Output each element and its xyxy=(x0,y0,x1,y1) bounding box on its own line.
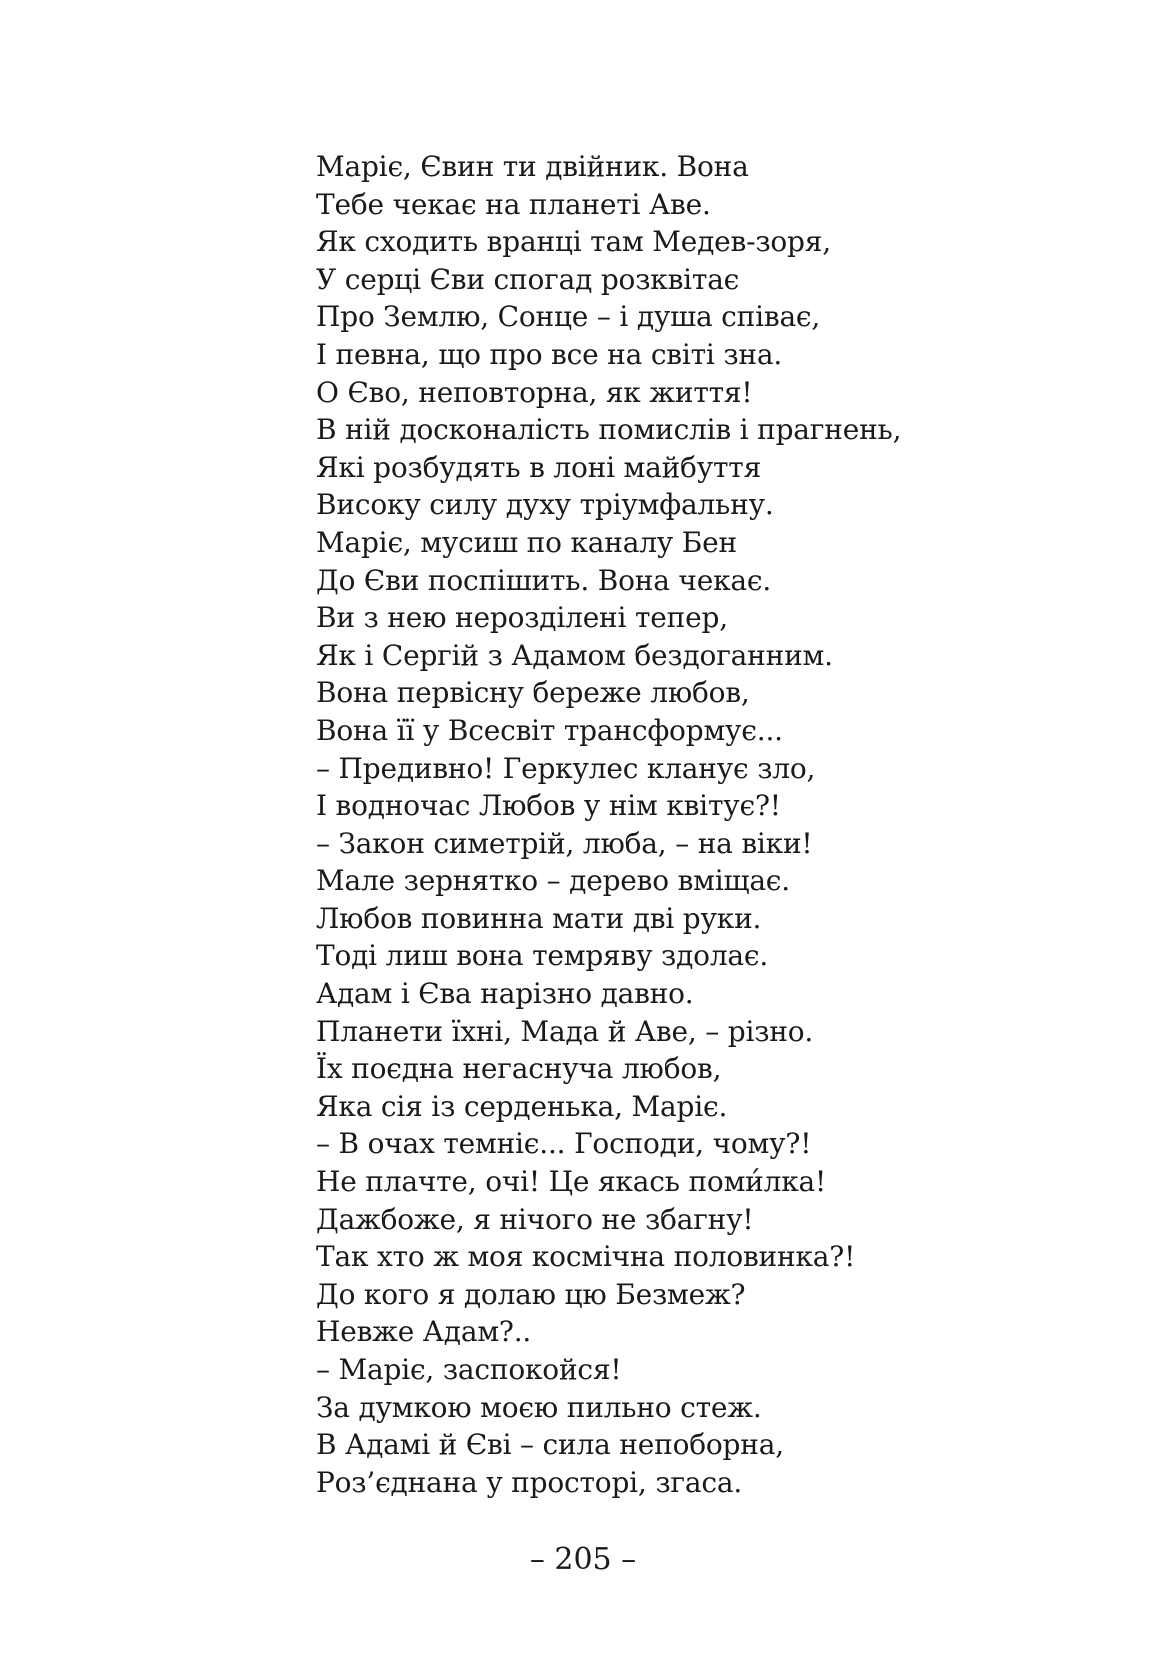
poem-line: Невже Адам?.. xyxy=(316,1315,532,1349)
poem-line: Які розбудять в лоні майбуття xyxy=(316,450,762,484)
poem-line: Не плачте, очі! Це якась поми́лка! xyxy=(316,1165,827,1199)
poem-line: – Закон симетрій, люба, – на віки! xyxy=(316,826,813,860)
poem-line: – В очах темніє... Господи, чому?! xyxy=(316,1127,812,1161)
poem-line: І водночас Любов у нім квітує?! xyxy=(316,789,781,823)
poem-line: До Єви поспішить. Вона чекає. xyxy=(316,563,772,597)
poem-line: І певна, що про все на світі зна. xyxy=(316,337,783,371)
poem-line: У серці Єви спогад розквітає xyxy=(316,262,740,296)
poem-line: Яка сія із серденька, Маріє. xyxy=(316,1089,728,1123)
poem-line: Високу силу духу тріумфальну. xyxy=(316,488,774,522)
poem-line: Тоді лиш вона темряву здолає. xyxy=(316,939,769,973)
poem-line: Ви з нею нерозділені тепер, xyxy=(316,601,728,635)
poem-text xyxy=(316,148,1076,1501)
page-number: – 205 – xyxy=(529,1542,637,1577)
poem-line: Маріє, Євин ти двійник. Вона xyxy=(316,150,749,183)
poem-line: О Єво, неповторна, як життя! xyxy=(316,375,753,409)
poem-line: – Предивно! Геркулес кланує зло, xyxy=(316,751,816,785)
poem-line: Як і Сергій з Адамом бездоганним. xyxy=(316,638,833,672)
poem-line: Маріє, мусиш по каналу Бен xyxy=(316,525,737,559)
poem-line: Планети їхні, Мада й Аве, – різно. xyxy=(316,1014,814,1048)
poem-line: Дажбоже, я нічого не збагну! xyxy=(316,1202,754,1236)
poem-line: Вона первісну береже любов, xyxy=(316,676,750,710)
poem-line: Про Землю, Сонце – і душа співає, xyxy=(316,300,821,334)
poem-line: Тебе чекає на планеті Аве. xyxy=(316,187,711,221)
poem-line: – Маріє, заспокойся! xyxy=(316,1353,622,1386)
poem-line: Мале зернятко – дерево вміщає. xyxy=(316,864,790,898)
poem-line: Адам і Єва нарізно давно. xyxy=(316,977,694,1011)
poem-line: До кого я долаю цю Безмеж? xyxy=(316,1277,746,1311)
poem-line: Так хто ж моя космічна половинка?! xyxy=(316,1240,856,1274)
poem-line: Вона її у Всесвіт трансформує... xyxy=(316,713,783,747)
poem-line: Любов повинна мати дві руки. xyxy=(316,901,762,935)
poem-line: Їх поєдна негаснуча любов, xyxy=(316,1052,722,1086)
poem-line: Як сходить вранці там Медев-зоря, xyxy=(316,225,831,259)
poem-line: За думкою моєю пильно стеж. xyxy=(316,1390,762,1424)
poem-line: Роз’єднана у просторі, згаса. xyxy=(316,1465,743,1499)
poem-line: В ній досконалість помислів і прагнень, xyxy=(316,413,902,447)
poem-line: В Адамі й Єві – сила непоборна, xyxy=(316,1428,784,1462)
